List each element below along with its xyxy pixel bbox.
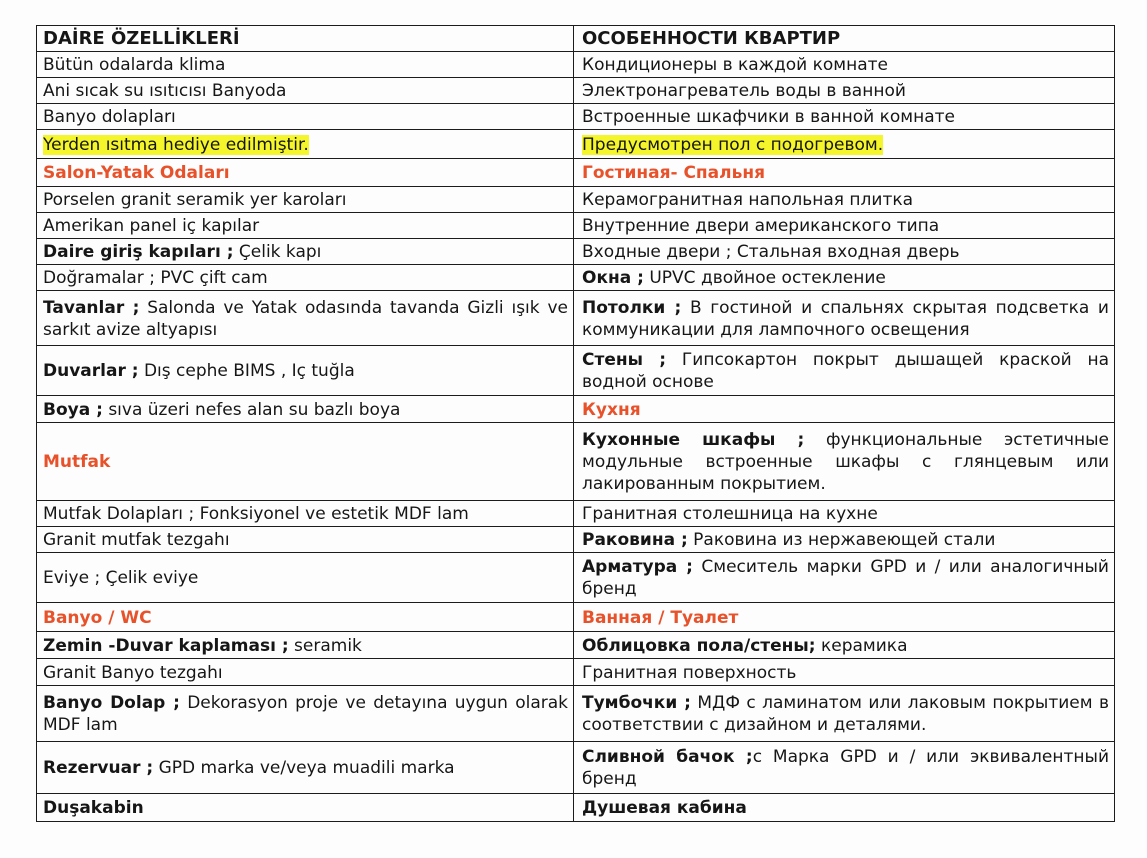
cell-ru: Встроенные шкафчики в ванной комнате [574, 104, 1115, 130]
cell-ru: Стены ; Гипсокартон покрыт дышащей краской на водной основе [574, 346, 1115, 396]
section-row-bathroom [37, 603, 1115, 632]
cell-tr: Boya ; sıva üzeri nefes alan su bazlı boya [37, 396, 574, 423]
table-row [37, 396, 1115, 423]
cell-tr: Duşakabin [37, 794, 574, 822]
table-row [37, 78, 1115, 104]
cell-tr: Daire giriş kapıları ; Çelik kapı [37, 239, 574, 265]
cell-ru: Душевая кабина [574, 794, 1115, 822]
cell-ru: Гранитная столешница на кухне [574, 501, 1115, 527]
header-ru: ОСОБЕННОСТИ КВАРТИР [574, 26, 1115, 52]
table-row [37, 527, 1115, 553]
highlighted-text: Yerden ısıtma hediye edilmiştir. [43, 134, 309, 155]
cell-ru: Потолки ; В гостиной и спальнях скрытая подсветка и коммуникации для лампочного освещения [574, 291, 1115, 346]
table-row [37, 213, 1115, 239]
cell-ru: Входные двери ; Стальная входная дверь [574, 239, 1115, 265]
table-row [37, 659, 1115, 686]
section-row-kitchen [37, 423, 1115, 501]
cell-ru: Окна ; UPVC двойное остекление [574, 265, 1115, 291]
table-row [37, 501, 1115, 527]
section-row-salon [37, 159, 1115, 187]
cell-tr [37, 603, 574, 632]
table-row [37, 742, 1115, 794]
cell-tr: Amerikan panel iç kapılar [37, 213, 574, 239]
table-row [37, 187, 1115, 213]
cell-tr: Mutfak Dolapları ; Fonksiyonel ve estetik MDF lam [37, 501, 574, 527]
cell-tr [37, 130, 574, 159]
cell-tr [37, 159, 574, 187]
cell-ru: Раковина ; Раковина из нержавеющей стали [574, 527, 1115, 553]
section-heading: Salon-Yatak Odaları [43, 163, 230, 183]
header-tr: DAİRE ÖZELLİKLERİ [37, 26, 574, 52]
cell-ru: Гранитная поверхность [574, 659, 1115, 686]
cell-tr: Banyo Dolap ; Dekorasyon proje ve detayına uygun olarak MDF lam [37, 686, 574, 742]
cell-tr: Granit Banyo tezgahı [37, 659, 574, 686]
cell-tr [37, 423, 574, 501]
cell-tr: Banyo dolapları [37, 104, 574, 130]
table-row [37, 265, 1115, 291]
section-heading: Ванная / Туалет [582, 607, 739, 628]
cell-ru: Сливной бачок ;с Марка GPD и / или эквивалентный бренд [574, 742, 1115, 794]
section-heading: Banyo / WC [43, 607, 152, 628]
cell-tr: Duvarlar ; Dış cephe BIMS , Iç tuğla [37, 346, 574, 396]
cell-ru: Кондиционеры в каждой комнате [574, 52, 1115, 78]
table-row [37, 239, 1115, 265]
cell-tr: Granit mutfak tezgahı [37, 527, 574, 553]
cell-ru: Электронагреватель воды в ванной [574, 78, 1115, 104]
table-header-row [37, 26, 1115, 52]
table-row [37, 686, 1115, 742]
cell-ru [574, 159, 1115, 187]
cell-tr: Zemin -Duvar kaplaması ; seramik [37, 632, 574, 659]
cell-tr: Eviye ; Çelik eviye [37, 553, 574, 603]
table-row [37, 794, 1115, 822]
cell-tr: Doğramalar ; PVC çift cam [37, 265, 574, 291]
features-table [36, 25, 1115, 822]
highlighted-text: Предусмотрен пол с подогревом. [582, 134, 884, 155]
cell-ru: Арматура ; Смеситель марки GPD и / или аналогичный бренд [574, 553, 1115, 603]
section-heading: Гостиная- Спальня [582, 163, 766, 183]
table-row [37, 291, 1115, 346]
table-row-highlighted [37, 130, 1115, 159]
cell-ru [574, 130, 1115, 159]
table-row [37, 104, 1115, 130]
cell-tr: Bütün odalarda klima [37, 52, 574, 78]
cell-tr: Ani sıcak su ısıtıcısı Banyoda [37, 78, 574, 104]
cell-ru [574, 396, 1115, 423]
section-heading: Кухня [582, 399, 641, 420]
cell-ru [574, 603, 1115, 632]
cell-ru: Кухонные шкафы ; функциональные эстетичные модульные встроенные шкафы с глянцевым или лакированным покрытием. [574, 423, 1115, 501]
cell-tr: Porselen granit seramik yer karoları [37, 187, 574, 213]
cell-ru: Облицовка пола/стены; керамика [574, 632, 1115, 659]
table-row [37, 632, 1115, 659]
table-row [37, 553, 1115, 603]
section-heading: Mutfak [43, 452, 111, 472]
cell-ru: Керамогранитная напольная плитка [574, 187, 1115, 213]
cell-ru: Внутренние двери американского типа [574, 213, 1115, 239]
cell-tr: Tavanlar ; Salonda ve Yatak odasında tavanda Gizli ışık ve sarkıt avize altyapısı [37, 291, 574, 346]
cell-ru: Тумбочки ; МДФ с ламинатом или лаковым покрытием в соответствии с дизайном и деталями. [574, 686, 1115, 742]
table-row [37, 52, 1115, 78]
table-row [37, 346, 1115, 396]
cell-tr: Rezervuar ; GPD marka ve/veya muadili marka [37, 742, 574, 794]
